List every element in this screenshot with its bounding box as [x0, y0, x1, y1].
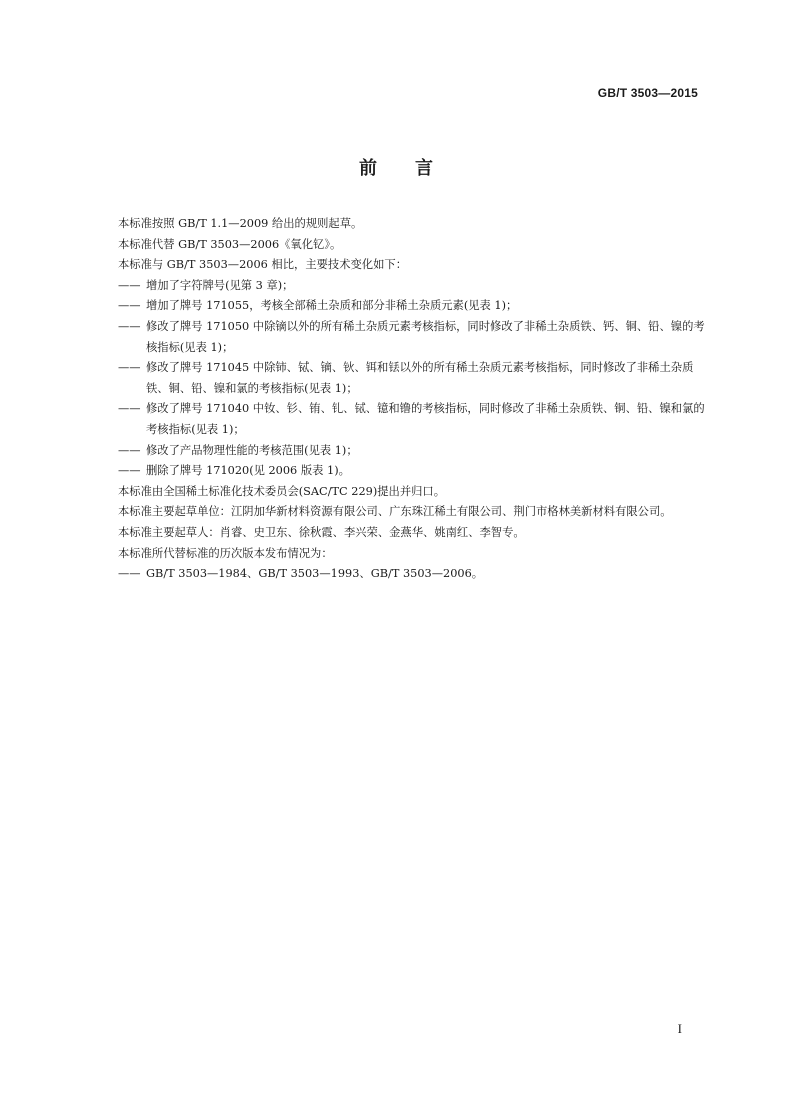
foreword-body: [118, 214, 708, 585]
dash-mark: ——: [118, 443, 141, 457]
paragraph-history-intro: 本标准所代替标准的历次版本发布情况为：: [118, 546, 333, 560]
paragraph-proposer: 本标准由全国稀土标准化技术委员会(SAC/TC 229)提出并归口。: [118, 484, 446, 498]
change-item-text: 增加了字符牌号(见第 3 章)；: [146, 278, 294, 292]
paragraph-changes-intro: 本标准与 GB/T 3503—2006 相比，主要技术变化如下：: [118, 258, 407, 272]
change-item-text: 增加了牌号 171055，考核全部稀土杂质和部分非稀土杂质元素(见表 1)；: [146, 299, 518, 313]
paragraph-drafting-rules: 本标准按照 GB/T 1.1—2009 给出的规则起草。: [118, 217, 363, 230]
change-item-text: 修改了牌号 171040 中钕、钐、铕、钆、铽、镱和镥的考核指标，同时修改了非稀土杂质铁、铜、铅、镍和氯的考核指标(见表 1)；: [146, 402, 705, 436]
change-item-text: 修改了牌号 171050 中除镝以外的所有稀土杂质元素考核指标，同时修改了非稀土杂质铁、钙、铜、铅、镍的考核指标(见表 1)；: [146, 319, 705, 354]
change-item: [118, 461, 708, 482]
paragraph-drafters: 本标准主要起草人：肖睿、史卫东、徐秋霞、李兴荣、金燕华、姚南红、李智专。: [118, 525, 525, 539]
change-item: [118, 317, 708, 358]
page-title: [0, 154, 792, 180]
dash-mark: ——: [118, 278, 141, 292]
paragraph-drafting-units: 本标准主要起草单位：江阴加华新材料资源有限公司、广东珠江稀土有限公司、荆门市格林美新材料有限公司。: [118, 505, 672, 519]
change-item-text: 修改了牌号 171045 中除铈、铽、镝、钬、铒和铥以外的所有稀土杂质元素考核指标，同时修改了非稀土杂质铁、铜、铅、镍和氯的考核指标(见表 1)；: [146, 361, 694, 395]
dash-mark: ——: [118, 361, 141, 375]
title-char-2: 言: [415, 158, 433, 179]
dash-mark: ——: [118, 319, 141, 333]
dash-mark: ——: [118, 464, 141, 478]
change-item: [118, 296, 708, 317]
change-item-text: 修改了产品物理性能的考核范围(见表 1)；: [146, 443, 358, 457]
change-item: [118, 441, 708, 462]
title-char-1: 前: [359, 158, 377, 179]
history-item: [118, 564, 708, 585]
history-item-text: GB/T 3503—1984、GB/T 3503—1993、GB/T 3503—2006。: [146, 567, 484, 581]
dash-mark: ——: [118, 567, 141, 581]
change-item: [118, 358, 708, 399]
dash-mark: ——: [118, 299, 141, 313]
paragraph-replaces: 本标准代替 GB/T 3503—2006《氧化钇》。: [118, 237, 342, 251]
change-item-text: 删除了牌号 171020(见 2006 版表 1)。: [146, 464, 350, 478]
change-item: [118, 276, 708, 297]
standard-number: GB/T 3503—2015: [597, 86, 698, 100]
change-item: [118, 399, 708, 440]
page-number: I: [677, 1021, 682, 1036]
dash-mark: ——: [118, 402, 141, 416]
